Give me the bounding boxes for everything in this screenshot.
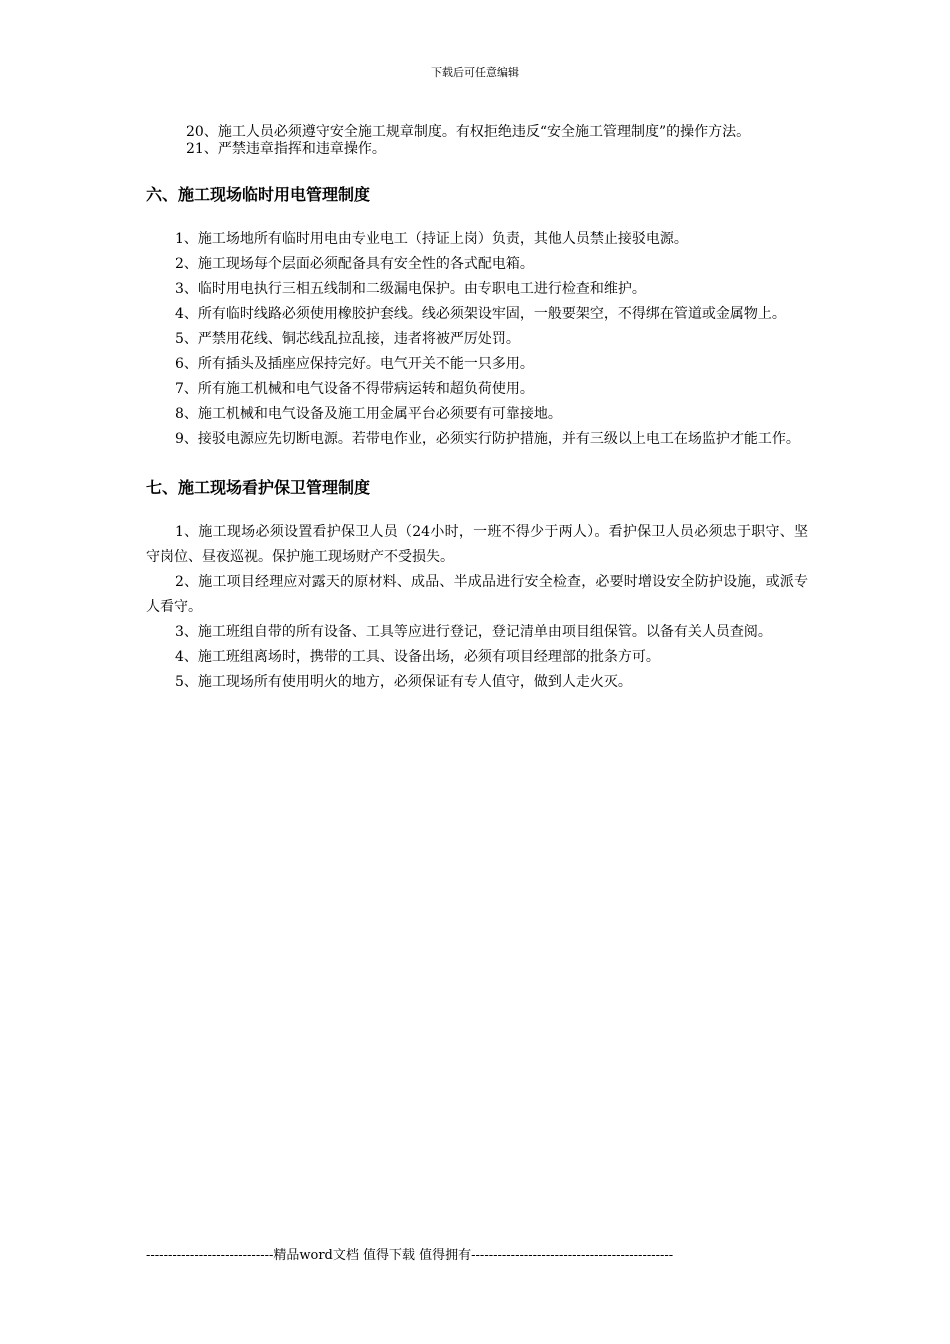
rule-item-21: 21、严禁违章指挥和违章操作。 bbox=[186, 141, 386, 157]
section-6-item-8: 8、施工机械和电气设备及施工用金属平台必须要有可靠接地。 bbox=[175, 406, 562, 422]
section-6-item-1: 1、施工场地所有临时用电由专业电工（持证上岗）负责，其他人员禁止接驳电源。 bbox=[175, 231, 688, 247]
section-6-item-9: 9、接驳电源应先切断电源。若带电作业，必须实行防护措施，并有三级以上电工在场监护才能工作。 bbox=[175, 431, 800, 447]
section-6-item-4: 4、所有临时线路必须使用橡胶护套线。线必须架设牢固，一般要架空，不得绑在管道或金属物上。 bbox=[175, 306, 786, 322]
section-7-item-3: 3、施工班组自带的所有设备、工具等应进行登记，登记清单由项目组保管。以备有关人员查阅。 bbox=[175, 624, 772, 640]
section-6-item-2: 2、施工现场每个层面必须配备具有安全性的各式配电箱。 bbox=[175, 256, 534, 272]
section-6-item-6: 6、所有插头及插座应保持完好。电气开关不能一只多用。 bbox=[175, 356, 534, 372]
section-7-title: 七、施工现场看护保卫管理制度 bbox=[146, 478, 371, 497]
section-7-item-4: 4、施工班组离场时，携带的工具、设备出场，必须有项目经理部的批条方可。 bbox=[175, 649, 660, 665]
document-body bbox=[146, 124, 808, 695]
section-6-item-3: 3、临时用电执行三相五线制和二级漏电保护。由专职电工进行检查和维护。 bbox=[175, 281, 646, 297]
section-7-item-5: 5、施工现场所有使用明火的地方，必须保证有专人值守，做到人走火灭。 bbox=[175, 674, 632, 690]
section-6-item-7: 7、所有施工机械和电气设备不得带病运转和超负荷使用。 bbox=[175, 381, 534, 397]
section-6-item-5: 5、严禁用花线、铜芯线乱拉乱接，违者将被严厉处罚。 bbox=[175, 331, 520, 347]
section-6-title: 六、施工现场临时用电管理制度 bbox=[146, 185, 371, 204]
section-7-item-2: 2、施工项目经理应对露天的原材料、成品、半成品进行安全检查，必要时增设安全防护设施，或派专人看守。 bbox=[146, 574, 808, 615]
page-footer: -----------------------------精品word文档 值得下载 值得拥有---------------------------------------------- bbox=[146, 1248, 674, 1263]
page-header: 下载后可任意编辑 bbox=[431, 66, 519, 79]
rule-item-20: 20、施工人员必须遵守安全施工规章制度。有权拒绝违反“安全施工管理制度”的操作方法。 bbox=[186, 124, 751, 140]
section-7-item-1: 1、施工现场必须设置看护保卫人员（24小时，一班不得少于两人）。看护保卫人员必须忠于职守、坚守岗位、昼夜巡视。保护施工现场财产不受损失。 bbox=[146, 524, 808, 565]
